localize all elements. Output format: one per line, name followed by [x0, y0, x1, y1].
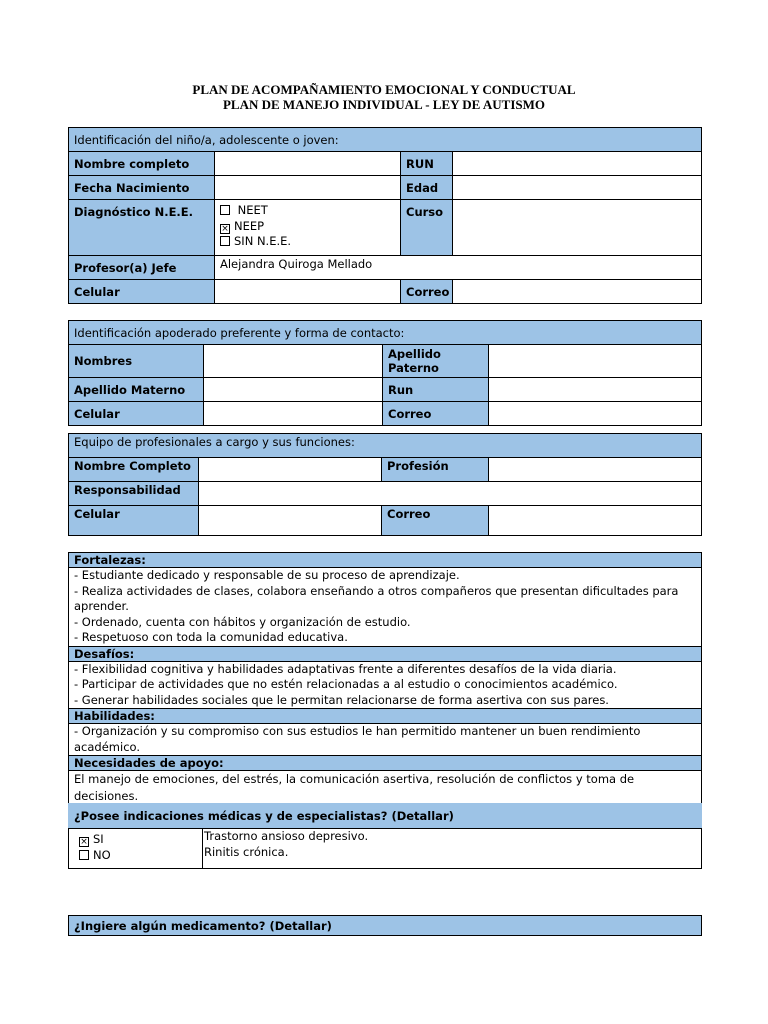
checkbox-checked-icon[interactable]: × — [80, 837, 88, 847]
fortalezas-label: Fortalezas: — [69, 553, 702, 568]
student-header: Identificación del niño/a, adolescente o joven: — [69, 128, 702, 152]
celular-field[interactable] — [215, 280, 401, 304]
guardian-celular-label: Celular — [69, 402, 204, 426]
desafio-item: - Flexibilidad cognitiva y habilidades adaptativas frente a diferentes desafíos de la vida diaria. — [74, 661, 617, 676]
profesor-label: Profesor(a) Jefe — [69, 256, 215, 280]
responsabilidad-label: Responsabilidad — [69, 482, 199, 506]
curso-label: Curso — [401, 200, 453, 256]
checkbox-icon[interactable] — [220, 205, 230, 215]
doc-title-line2: PLAN DE MANEJO INDIVIDUAL - LEY DE AUTISMO — [222, 97, 546, 112]
team-header: Equipo de profesionales a cargo y sus funciones: — [69, 434, 702, 458]
team-nombre-label: Nombre Completo — [69, 458, 199, 482]
team-nombre-field[interactable] — [199, 458, 382, 482]
nombres-label: Nombres — [69, 345, 204, 378]
fortaleza-item: - Ordenado, cuenta con hábitos y organización de estudio. — [74, 614, 411, 629]
guardian-correo-field[interactable] — [489, 402, 702, 426]
student-table — [68, 127, 702, 304]
team-correo-label: Correo — [382, 506, 489, 536]
fortaleza-item: - Realiza actividades de clases, colabora enseñando a otros compañeros que presentan dificultades para — [74, 583, 679, 598]
medication-table — [68, 915, 702, 936]
curso-field[interactable] — [453, 200, 702, 256]
medical-detail-item: Rinitis crónica. — [204, 844, 289, 859]
profesion-field[interactable] — [489, 458, 702, 482]
nombres-field[interactable] — [204, 345, 383, 378]
desafio-item: - Participar de actividades que no estén relacionadas a al estudio o conocimientos académico. — [74, 677, 618, 691]
medical-detail-item: Trastorno ansioso depresivo. — [204, 829, 369, 843]
fortaleza-item: - Respetuoso con toda la comunidad educativa. — [74, 630, 348, 644]
checkbox-icon[interactable] — [220, 236, 230, 246]
medication-header: ¿Ingiere algún medicamento? (Detallar) — [69, 916, 702, 936]
habilidades-list — [69, 724, 702, 756]
diagnostico-options — [215, 200, 401, 256]
checkbox-icon[interactable] — [79, 850, 89, 860]
celular-label: Celular — [69, 280, 215, 304]
profile-table — [68, 552, 702, 806]
team-celular-label: Celular — [69, 506, 199, 536]
fortaleza-item: - Estudiante dedicado y responsable de su proceso de aprendizaje. — [74, 568, 460, 582]
run-field[interactable] — [453, 152, 702, 176]
team-correo-field[interactable] — [489, 506, 702, 536]
guardian-correo-label: Correo — [383, 402, 489, 426]
profesion-label: Profesión — [382, 458, 489, 482]
diagnostico-label: Diagnóstico N.E.E. — [69, 200, 215, 256]
nombre-field[interactable] — [215, 152, 401, 176]
medical-options — [69, 829, 203, 869]
team-table — [68, 433, 702, 536]
responsabilidad-field[interactable] — [199, 482, 702, 506]
apellido-paterno-label: Apellido Paterno — [383, 345, 489, 378]
doc-title-line1: PLAN DE ACOMPAÑAMIENTO EMOCIONAL Y CONDUCTUAL — [192, 82, 576, 97]
checkbox-checked-icon[interactable]: × — [221, 223, 229, 234]
diag-option-sin-nee[interactable]: SIN N.E.E. — [220, 234, 395, 250]
apellido-materno-label: Apellido Materno — [69, 378, 204, 402]
profesor-value[interactable]: Alejandra Quiroga Mellado — [215, 256, 702, 280]
medical-header: ¿Posee indicaciones médicas y de especialistas? (Detallar) — [69, 804, 702, 829]
guardian-celular-field[interactable] — [204, 402, 383, 426]
medical-option-si[interactable]: × SI — [80, 832, 104, 847]
guardian-header: Identificación apoderado preferente y forma de contacto: — [69, 321, 702, 345]
edad-field[interactable] — [453, 176, 702, 200]
guardian-table — [68, 320, 702, 426]
apoyo-label: Necesidades de apoyo: — [69, 756, 702, 771]
fortaleza-item: aprender. — [74, 599, 129, 613]
fecha-label: Fecha Nacimiento — [69, 176, 215, 200]
correo-label: Correo — [401, 280, 453, 304]
diag-option-neep[interactable]: × NEEP — [221, 218, 265, 234]
apoyo-text: El manejo de emociones, del estrés, la comunicación asertiva, resolución de conflictos y toma de decisiones. — [69, 771, 702, 806]
edad-label: Edad — [401, 176, 453, 200]
apellido-paterno-field[interactable] — [489, 345, 702, 378]
correo-field[interactable] — [453, 280, 702, 304]
desafio-item: - Generar habilidades sociales que le permitan relacionarse de forma asertiva con sus pares. — [74, 692, 609, 707]
guardian-run-field[interactable] — [489, 378, 702, 402]
team-celular-field[interactable] — [199, 506, 382, 536]
habilidad-item: académico. — [74, 739, 141, 754]
medical-details[interactable] — [203, 829, 702, 869]
medical-option-no[interactable]: NO — [79, 848, 192, 864]
guardian-run-label: Run — [383, 378, 489, 402]
apellido-materno-field[interactable] — [204, 378, 383, 402]
desafios-label: Desafíos: — [69, 646, 702, 661]
habilidad-item: - Organización y su compromiso con sus estudios le han permitido mantener un buen rendimiento — [74, 724, 641, 738]
run-label: RUN — [401, 152, 453, 176]
fortalezas-list — [69, 568, 702, 647]
nombre-label: Nombre completo — [69, 152, 215, 176]
medical-table — [68, 803, 702, 869]
desafios-list — [69, 661, 702, 709]
fecha-field[interactable] — [215, 176, 401, 200]
habilidades-label: Habilidades: — [69, 709, 702, 724]
diag-option-neet[interactable]: NEET — [220, 203, 395, 219]
